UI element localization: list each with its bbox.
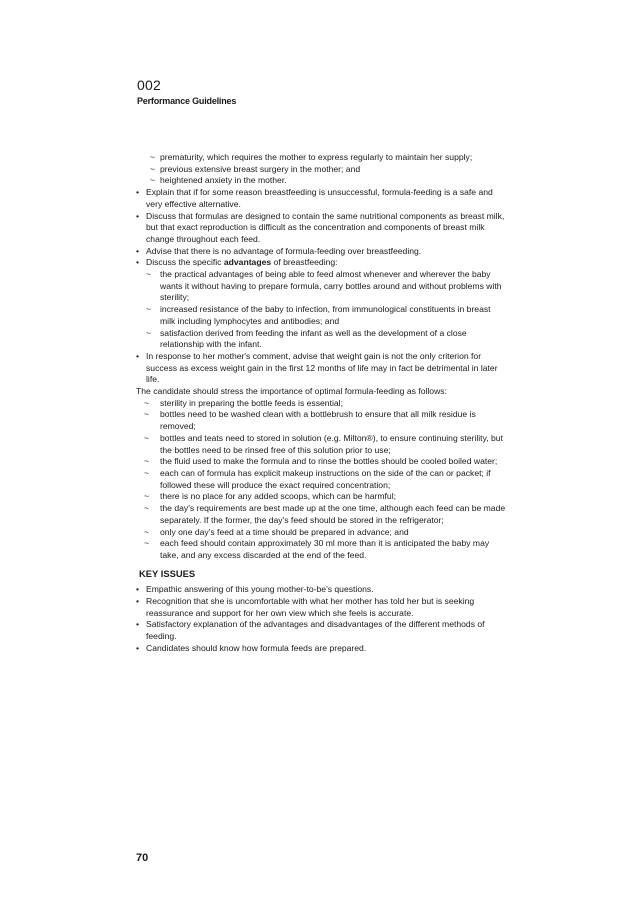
- list-item: ~ satisfaction derived from feeding the infant as well as the development of a close relationship with the infant.: [146, 327, 467, 350]
- bullet-item: • Discuss that formulas are designed to contain the same nutritional components as breast milk, but that exact reproduction is difficult as the concentration and components of breast milk change throughout each feed.: [136, 210, 505, 244]
- page-number: 70: [136, 852, 149, 864]
- tilde-mark: ~: [144, 432, 150, 443]
- list-item: ~ prematurity, which requires the mother to express regularly to maintain her supply;: [150, 152, 473, 162]
- bullet-item: • Recognition that she is uncomfortable with what her mother has told her but is seeking reassurance and support for her own view which she feels is accurate.: [136, 596, 475, 618]
- tilde-mark: ~: [146, 304, 152, 315]
- bullet-item: • Candidates should know how formula feeds are prepared.: [136, 642, 367, 653]
- list-item: ~ sterility in preparing the bottle feeds is essential;: [144, 397, 343, 408]
- tilde-mark: ~: [144, 409, 150, 420]
- bullet-item: • In response to her mother's comment, advise that weight gain is not the only criterion for success as excess weight gain in the first 12 months of life may in fact be detrimental in later life.: [136, 350, 498, 385]
- bullet-item: • Empathic answering of this young mother-to-be's questions.: [136, 584, 374, 595]
- tilde-mark: ~: [150, 152, 156, 162]
- list-item: ~ the day's requirements are best made up at the one time, although each feed can be made separately. If the former, the day's feed should be stored in the refrigerator;: [144, 503, 506, 525]
- bullet-mark: •: [136, 257, 140, 268]
- tilde-mark: ~: [146, 327, 152, 338]
- bullet-mark: •: [136, 210, 140, 221]
- list-item: ~ heightened anxiety in the mother.: [150, 175, 287, 186]
- tilde-mark: ~: [144, 491, 150, 502]
- key-issues-heading: KEY ISSUES: [139, 567, 196, 579]
- bullet-mark: •: [136, 350, 140, 361]
- bullet-item: • Explain that if for some reason breastfeeding is unsuccessful, formula-feeding is a safe and very effective alternative.: [136, 187, 493, 209]
- tilde-mark: ~: [146, 269, 152, 280]
- bullet-item: • Discuss the specific advantages of breastfeeding:: [136, 257, 338, 268]
- guidelines-content: [136, 152, 508, 655]
- page-header: [137, 77, 236, 106]
- list-item: ~ the practical advantages of being able to feed almost whenever and wherever the baby wants it without having to prepare formula, carry bottles around and without problems with sterility;: [146, 269, 502, 303]
- formula-intro: The candidate should stress the importance of optimal formula-feeding as follows:: [136, 386, 447, 397]
- bullet-item: • Advise that there is no advantage of formula-feeding over breastfeeding.: [136, 245, 422, 256]
- bullet-mark: •: [136, 596, 140, 607]
- list-item: ~ only one day's feed at a time should be prepared in advance; and: [144, 526, 409, 537]
- tilde-mark: ~: [144, 526, 150, 537]
- tilde-mark: ~: [144, 456, 150, 467]
- case-number: 002: [137, 77, 161, 93]
- bullet-item: • Satisfactory explanation of the advantages and disadvantages of the different methods of feeding.: [136, 619, 485, 642]
- section-title: Performance Guidelines: [137, 96, 237, 106]
- tilde-mark: ~: [144, 397, 150, 408]
- list-item: ~ increased resistance of the baby to infection, from immunological constituents in breast milk including lymphocytes and antibodies; and: [146, 304, 491, 326]
- list-item: ~ previous extensive breast surgery in the mother; and: [150, 163, 361, 174]
- list-item: ~ each feed should contain approximately 30 ml more than it is anticipated the baby may take, and any excess discarded at the end of the feed.: [144, 538, 490, 560]
- bullet-mark: •: [136, 187, 140, 198]
- advantages-emphasis: advantages: [223, 257, 272, 268]
- list-item: ~ there is no place for any added scoops, which can be harmful;: [144, 491, 396, 502]
- bullet-mark: •: [136, 619, 140, 630]
- tilde-mark: ~: [144, 538, 150, 549]
- list-item: ~ each can of formula has explicit makeup instructions on the side of the can or packet; if followed these will produce the exact required concentration;: [144, 467, 491, 490]
- tilde-mark: ~: [144, 467, 150, 478]
- list-item: ~ the fluid used to make the formula and to rinse the bottles should be cooled boiled water;: [144, 456, 498, 467]
- bullet-mark: •: [136, 642, 140, 653]
- tilde-mark: ~: [150, 163, 156, 174]
- tilde-mark: ~: [150, 175, 156, 186]
- list-item: ~ bottles and teats need to stored in solution (e.g. Milton®), to ensure continuing sterility, but the bottles need to be rinsed free of this solution prior to use;: [144, 432, 503, 455]
- bullet-mark: •: [136, 245, 140, 256]
- tilde-mark: ~: [144, 503, 150, 514]
- bullet-mark: •: [136, 584, 140, 595]
- list-item: ~ bottles need to be washed clean with a bottlebrush to ensure that all milk residue is removed;: [144, 409, 476, 432]
